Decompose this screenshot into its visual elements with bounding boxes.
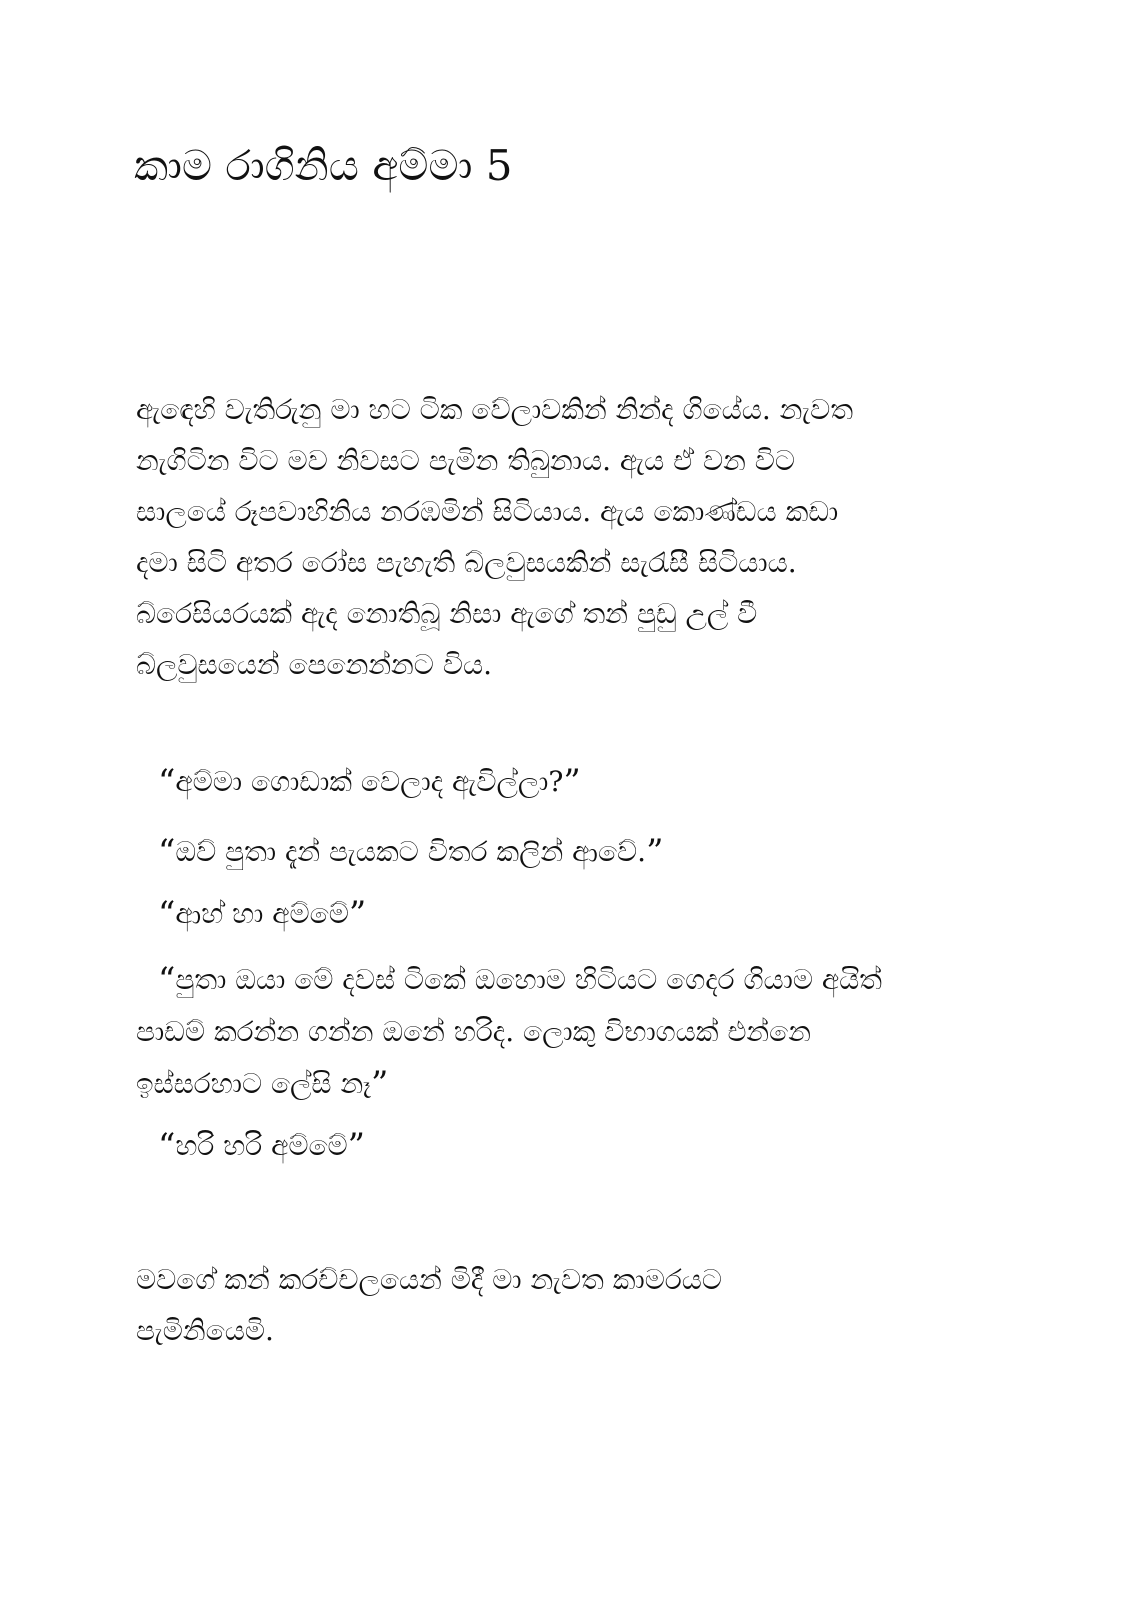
paragraph-intro bbox=[136, 384, 1016, 690]
paragraph-line: ඇඳෙහි වැතිරුනු මා හට ටික වේලාවකින් නින්ද ගියේය. නැවත bbox=[136, 393, 854, 426]
dialogue-line bbox=[136, 1120, 1016, 1172]
open-quote: “ bbox=[158, 960, 176, 1000]
dialogue-text: පුතා ඔයා මේ දවස් ටිකේ ඔහොම හිටියට ගෙදර ගියාම අයිත් bbox=[175, 963, 882, 996]
dialogue-text: හරි හරි අම්මේ bbox=[175, 1129, 348, 1162]
close-quote: ” bbox=[347, 1126, 366, 1166]
paragraph-line: පැමිනියෙමි. bbox=[136, 1314, 274, 1347]
dialogue-text: පාඩම් කරන්න ගන්න ඔනේ හරිද. ලොකු විභාගයක් එන්නෙ bbox=[136, 1015, 811, 1048]
paragraph-line: නැගිටින විට මව නිවසට පැමින තිබුනාය. ඇය ඒ වන විට bbox=[136, 444, 796, 477]
paragraph-line: මවගේ කන් කරච්චලයෙන් මිදී මා නැවත කාමරයට bbox=[136, 1263, 723, 1296]
dialogue-line bbox=[136, 756, 1016, 808]
open-quote: “ bbox=[158, 894, 176, 934]
paragraph-line: දමා සිටි අතර රෝස පැහැති බ්ලවුසයකින් සැරැසී සිටියාය. bbox=[136, 546, 797, 579]
dialogue-line bbox=[136, 954, 1016, 1110]
dialogue-line bbox=[136, 826, 1016, 878]
dialogue-text: ඉස්සරහාට ලේසි නෑ bbox=[136, 1067, 371, 1100]
dialogue-text: ඔව් පුතා දැන් පැයකට විතර කලින් ආවේ. bbox=[175, 835, 647, 868]
dialogue-text: අම්මා ගොඩාක් වෙලාද ඇවිල්ලා? bbox=[175, 765, 564, 798]
open-quote: “ bbox=[158, 1126, 176, 1166]
paragraph-line: බ්රෙසියරයක් ඇද නොතිබූ නිසා ඇගේ තන් පුඩු උල් වී bbox=[136, 597, 758, 630]
paragraph-line: බ්ලවුසයෙන් පෙනෙන්නට විය. bbox=[136, 648, 492, 681]
paragraph-line: සාලයේ රූපවාහිනිය නරඹමින් සිටියාය. ඇය කොණ්ඩය කඩා bbox=[136, 495, 839, 528]
paragraph-closing bbox=[136, 1254, 1016, 1356]
dialogue-text: ආහ් හා අම්මේ bbox=[175, 897, 349, 930]
dialogue-line bbox=[136, 888, 1016, 940]
close-quote: ” bbox=[371, 1064, 389, 1104]
close-quote: ” bbox=[563, 762, 581, 802]
open-quote: “ bbox=[158, 762, 176, 802]
close-quote: ” bbox=[348, 894, 367, 934]
open-quote: “ bbox=[158, 832, 176, 872]
close-quote: ” bbox=[646, 832, 664, 872]
page-title: කාම රාගිනිය අම්මා 5 bbox=[134, 141, 513, 190]
